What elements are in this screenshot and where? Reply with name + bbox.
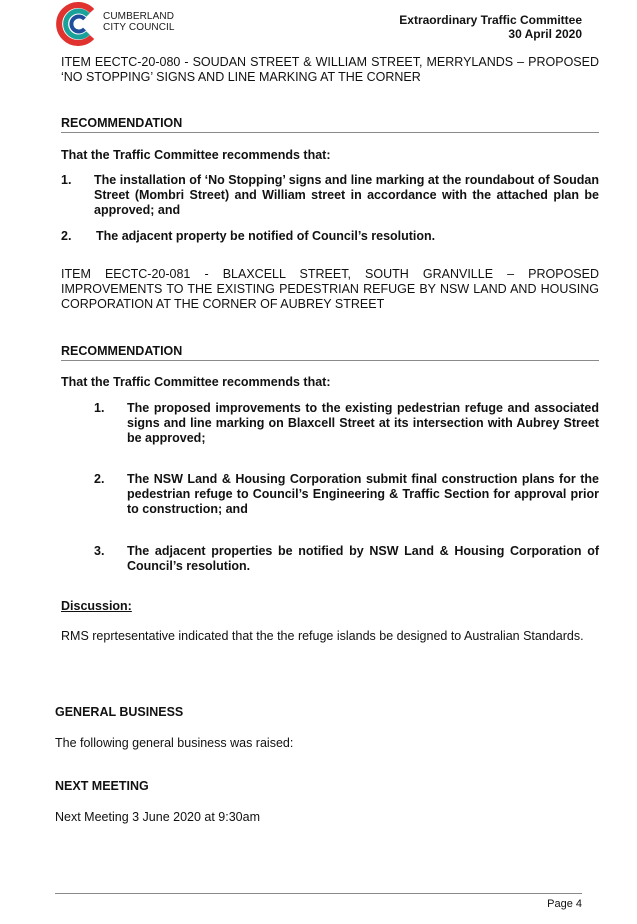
item-1-point-2-text: The adjacent property be notified of Council’s resolution. — [96, 229, 436, 243]
item-2-point-3 — [94, 544, 599, 576]
item-1-point-2-number: 2. — [61, 229, 72, 243]
item-2-point-2-number: 2. — [94, 472, 105, 486]
council-logo-icon — [56, 2, 100, 46]
item-2-point-1-number: 1. — [94, 401, 105, 415]
footer-divider — [55, 893, 582, 894]
item-2-title: ITEM EECTC-20-081 - BLAXCELL STREET, SOUTH GRANVILLE – PROPOSED IMPROVEMENTS TO THE EXISTING PEDESTRIAN REFUGE BY NSW LAND AND HOUSING CORPORATION AT THE CORNER OF AUBREY STREET — [61, 267, 599, 311]
logo-line-2: CITY COUNCIL — [103, 22, 175, 33]
logo-line-1: CUMBERLAND — [103, 11, 175, 22]
item-1-point-2 — [61, 229, 599, 245]
general-business-heading: GENERAL BUSINESS — [55, 705, 184, 719]
item-2-point-3-number: 3. — [94, 544, 105, 558]
next-meeting-text: Next Meeting 3 June 2020 at 9:30am — [55, 810, 260, 824]
item-2-point-3-text: The adjacent properties be notified by NSW Land & Housing Corporation of Council’s resolution. — [127, 544, 599, 573]
item-2-point-2-text: The NSW Land & Housing Corporation submit final construction plans for the pedestrian refuge to Council’s Engineering & Traffic Section for approval prior to construction; and — [127, 472, 599, 516]
item-1-intro: That the Traffic Committee recommends that: — [61, 148, 331, 162]
item-1-point-1 — [61, 173, 599, 221]
item-2-point-1 — [94, 401, 599, 449]
council-logo-text — [103, 11, 175, 33]
page-number: Page 4 — [547, 898, 582, 910]
next-meeting-heading: NEXT MEETING — [55, 779, 149, 793]
item-2-point-1-text: The proposed improvements to the existing pedestrian refuge and associated signs and line marking on Blaxcell Street at its intersection with Aubrey Street be approved; — [127, 401, 599, 445]
committee-name: Extraordinary Traffic Committee — [399, 13, 582, 27]
document-header — [399, 13, 582, 41]
item-2-recommendation-heading: RECOMMENDATION — [61, 344, 599, 361]
general-business-text: The following general business was raised: — [55, 736, 294, 750]
meeting-date: 30 April 2020 — [508, 27, 582, 41]
item-2-point-2 — [94, 472, 599, 520]
discussion-text: RMS reprtesentative indicated that the the refuge islands be designed to Australian Standards. — [61, 629, 584, 643]
item-1-point-1-number: 1. — [61, 173, 72, 187]
item-1-point-1-text: The installation of ‘No Stopping’ signs and line marking at the roundabout of Soudan Street (Mombri Street) and William street in accordance with the attached plan be approved; and — [94, 173, 599, 217]
discussion-heading: Discussion: — [61, 599, 132, 613]
item-2-intro: That the Traffic Committee recommends that: — [61, 375, 331, 389]
item-1-recommendation-heading: RECOMMENDATION — [61, 116, 599, 133]
item-1-title: ITEM EECTC-20-080 - SOUDAN STREET & WILLIAM STREET, MERRYLANDS – PROPOSED ‘NO STOPPING’ SIGNS AND LINE MARKING AT THE CORNER — [61, 55, 599, 84]
